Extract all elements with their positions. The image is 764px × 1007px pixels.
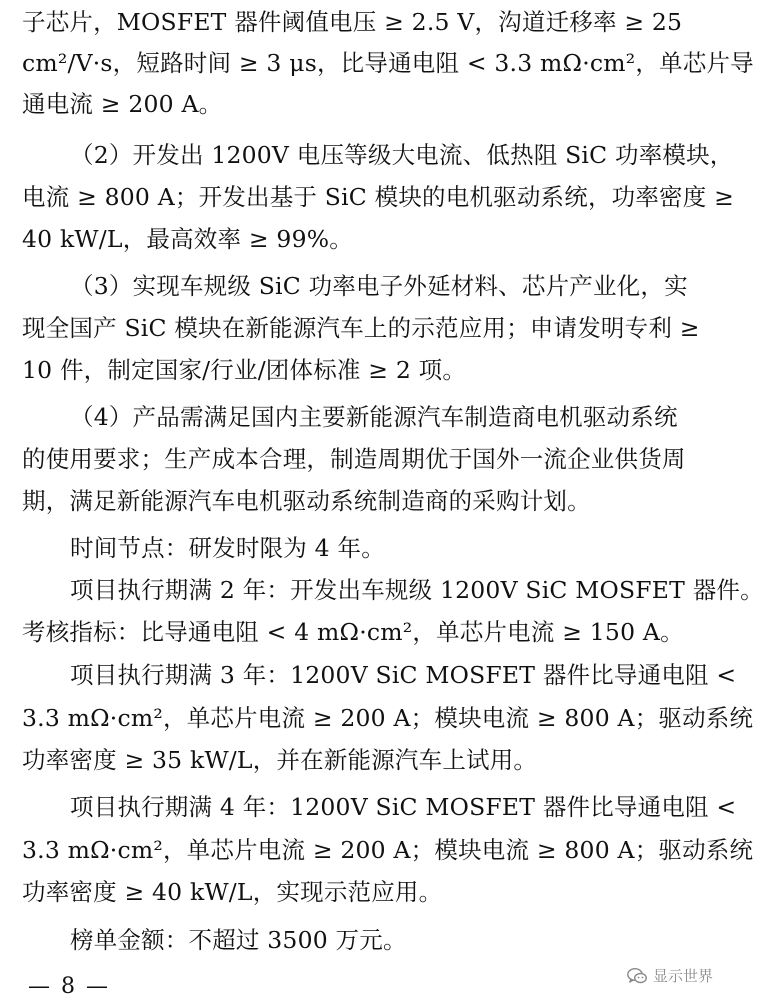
- text-line: 10 件，制定国家/行业/团体标准 ≥ 2 项。: [22, 356, 467, 384]
- text-line: 期，满足新能源汽车电机驱动系统制造商的采购计划。: [22, 487, 591, 515]
- text-line: 考核指标：比导通电阻 < 4 mΩ·cm²，单芯片电流 ≥ 150 A。: [22, 618, 684, 646]
- text-line: （3）实现车规级 SiC 功率电子外延材料、芯片产业化，实: [70, 272, 688, 300]
- text-line: 功率密度 ≥ 35 kW/L，并在新能源汽车上试用。: [22, 746, 538, 774]
- text-line: 功率密度 ≥ 40 kW/L，实现示范应用。: [22, 878, 443, 906]
- text-line: 通电流 ≥ 200 A。: [22, 90, 223, 118]
- text-line: 3.3 mΩ·cm²，单芯片电流 ≥ 200 A；模块电流 ≥ 800 A；驱动系统: [22, 836, 754, 864]
- text-line: 项目执行期满 3 年：1200V SiC MOSFET 器件比导通电阻 <: [70, 661, 737, 689]
- watermark-text: 显示世界: [652, 967, 713, 985]
- text-line: 的使用要求；生产成本合理，制造周期优于国外一流企业供货周: [22, 445, 686, 473]
- text-line: 项目执行期满 4 年：1200V SiC MOSFET 器件比导通电阻 <: [70, 793, 737, 821]
- watermark: [626, 966, 713, 986]
- text-line: 现全国产 SiC 模块在新能源汽车上的示范应用；申请发明专利 ≥: [22, 314, 700, 342]
- text-line: 时间节点：研发时限为 4 年。: [70, 534, 385, 562]
- text-line: 子芯片，MOSFET 器件阈值电压 ≥ 2.5 V，沟道迁移率 ≥ 25: [22, 8, 683, 36]
- wechat-icon: [626, 967, 648, 985]
- text-line: cm²/V·s，短路时间 ≥ 3 μs，比导通电阻 < 3.3 mΩ·cm²，单芯片导: [22, 49, 754, 77]
- page-number: — 8 —: [28, 974, 110, 999]
- text-line: 40 kW/L，最高效率 ≥ 99%。: [22, 225, 353, 253]
- text-line: （2）开发出 1200V 电压等级大电流、低热阻 SiC 功率模块，: [70, 141, 734, 169]
- text-line: 榜单金额：不超过 3500 万元。: [70, 926, 407, 954]
- text-line: （4）产品需满足国内主要新能源汽车制造商电机驱动系统: [70, 403, 678, 431]
- text-line: 电流 ≥ 800 A；开发出基于 SiC 模块的电机驱动系统，功率密度 ≥: [22, 183, 735, 211]
- text-line: 项目执行期满 2 年：开发出车规级 1200V SiC MOSFET 器件。: [70, 576, 764, 604]
- text-line: 3.3 mΩ·cm²，单芯片电流 ≥ 200 A；模块电流 ≥ 800 A；驱动系统: [22, 704, 754, 732]
